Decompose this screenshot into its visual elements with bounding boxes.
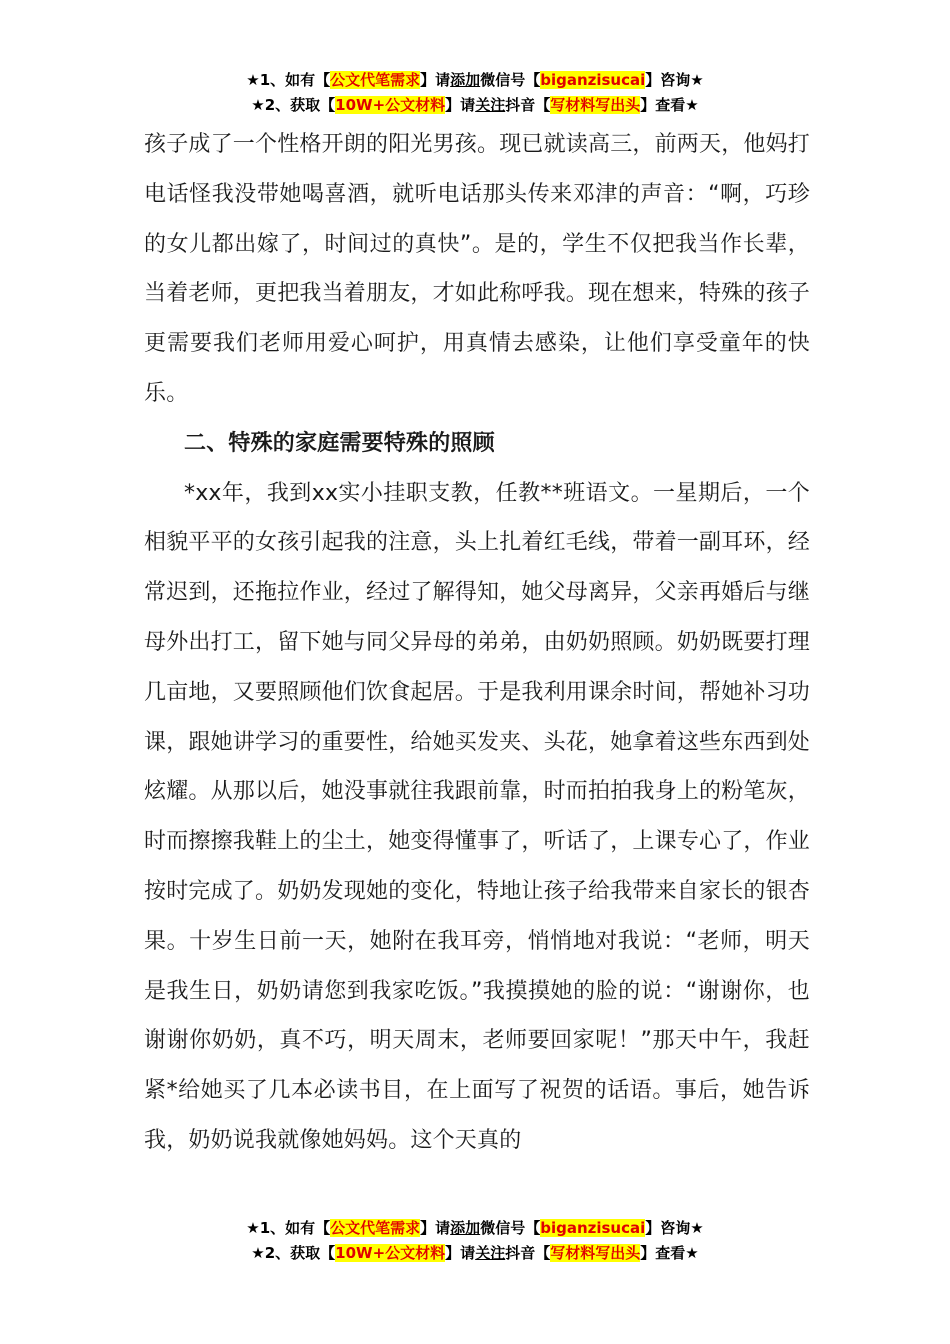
banner-text: 抖音【 [505, 1244, 551, 1262]
banner-line-2 [0, 1241, 950, 1266]
banner-text: 】请 [445, 96, 476, 114]
highlight-wechat-id: biganzisucai [540, 1219, 646, 1237]
underline-follow: 关注 [475, 96, 506, 114]
header-banner [0, 68, 950, 118]
star-icon: ★ [690, 71, 704, 89]
banner-text: 微信号【 [480, 1219, 541, 1237]
highlight-wechat-id: biganzisucai [540, 71, 646, 89]
banner-text: 2、获取【 [264, 1244, 336, 1262]
document-body [144, 120, 810, 1166]
section-heading-2: 二、特殊的家庭需要特殊的照顾 [184, 430, 495, 456]
highlight-materials: 10W+公文材料 [335, 96, 446, 114]
banner-text: 抖音【 [505, 96, 551, 114]
banner-text: 微信号【 [480, 71, 541, 89]
highlight-writing-service: 公文代笔需求 [330, 1219, 421, 1237]
highlight-materials: 10W+公文材料 [335, 1244, 446, 1262]
paragraph-1: 孩子成了一个性格开朗的阳光男孩。现已就读高三，前两天，他妈打电话怪我没带她喝喜酒，就听电话那头传来邓津的声音：“啊，巧珍的女儿都出嫁了，时间过的真快”。是的，学生不仅把我当作长辈，当着老师，更把我当着朋友，才如此称呼我。现在想来，特殊的孩子更需要我们老师用爱心呵护，用真情去感染，让他们享受童年的快乐。 [144, 132, 811, 406]
banner-text: 1、如有【 [259, 71, 331, 89]
paragraph-2: *xx年，我到xx实小挂职支教，任教**班语文。一星期后，一个相貌平平的女孩引起我的注意，头上扎着红毛线，带着一副耳环，经常迟到，还拖拉作业，经过了解得知，她父母离异，父亲再婚后与继母外出打工，留下她与同父异母的弟弟，由奶奶照顾。奶奶既要打理几亩地，又要照顾他们饮食起居。于是我利用课余时间，帮她补习功课，跟她讲学习的重要性，给她买发夹、头花，她拿着这些东西到处炫耀。从那以后，她没事就往我跟前靠，时而拍拍我身上的粉笔灰，时而擦擦我鞋上的尘土，她变得懂事了，听话了，上课专心了，作业按时完成了。奶奶发现她的变化，特地让孩子给我带来自家长的银杏果。十岁生日前一天，她附在我耳旁，悄悄地对我说：“老师，明天是我生日，奶奶请您到我家吃饭。”我摸摸她的脸的说：“谢谢你，也谢谢你奶奶，真不巧，明天周末，老师要回家呢！”那天中午，我赶紧*给她买了几本必读书目，在上面写了祝贺的话语。事后，她告诉我，奶奶说我就像她妈妈。这个天真的 [144, 480, 811, 1153]
star-icon: ★ [251, 96, 265, 114]
banner-text: 】请 [445, 1244, 476, 1262]
star-icon: ★ [685, 96, 699, 114]
banner-line-1 [0, 68, 950, 93]
banner-text: 】查看 [640, 96, 686, 114]
star-icon: ★ [246, 1219, 260, 1237]
underline-follow: 关注 [475, 1244, 506, 1262]
banner-line-1 [0, 1216, 950, 1241]
banner-line-2 [0, 93, 950, 118]
underline-add: 添加 [450, 71, 481, 89]
banner-text: 】请 [420, 1219, 451, 1237]
footer-banner [0, 1216, 950, 1266]
banner-text: 2、获取【 [264, 96, 336, 114]
highlight-douyin-account: 写材料写出头 [550, 1244, 641, 1262]
highlight-douyin-account: 写材料写出头 [550, 96, 641, 114]
underline-add: 添加 [450, 1219, 481, 1237]
banner-text: 】咨询 [645, 1219, 691, 1237]
star-icon: ★ [685, 1244, 699, 1262]
star-icon: ★ [251, 1244, 265, 1262]
banner-text: 1、如有【 [259, 1219, 331, 1237]
star-icon: ★ [246, 71, 260, 89]
banner-text: 】咨询 [645, 71, 691, 89]
banner-text: 】请 [420, 71, 451, 89]
banner-text: 】查看 [640, 1244, 686, 1262]
star-icon: ★ [690, 1219, 704, 1237]
highlight-writing-service: 公文代笔需求 [330, 71, 421, 89]
